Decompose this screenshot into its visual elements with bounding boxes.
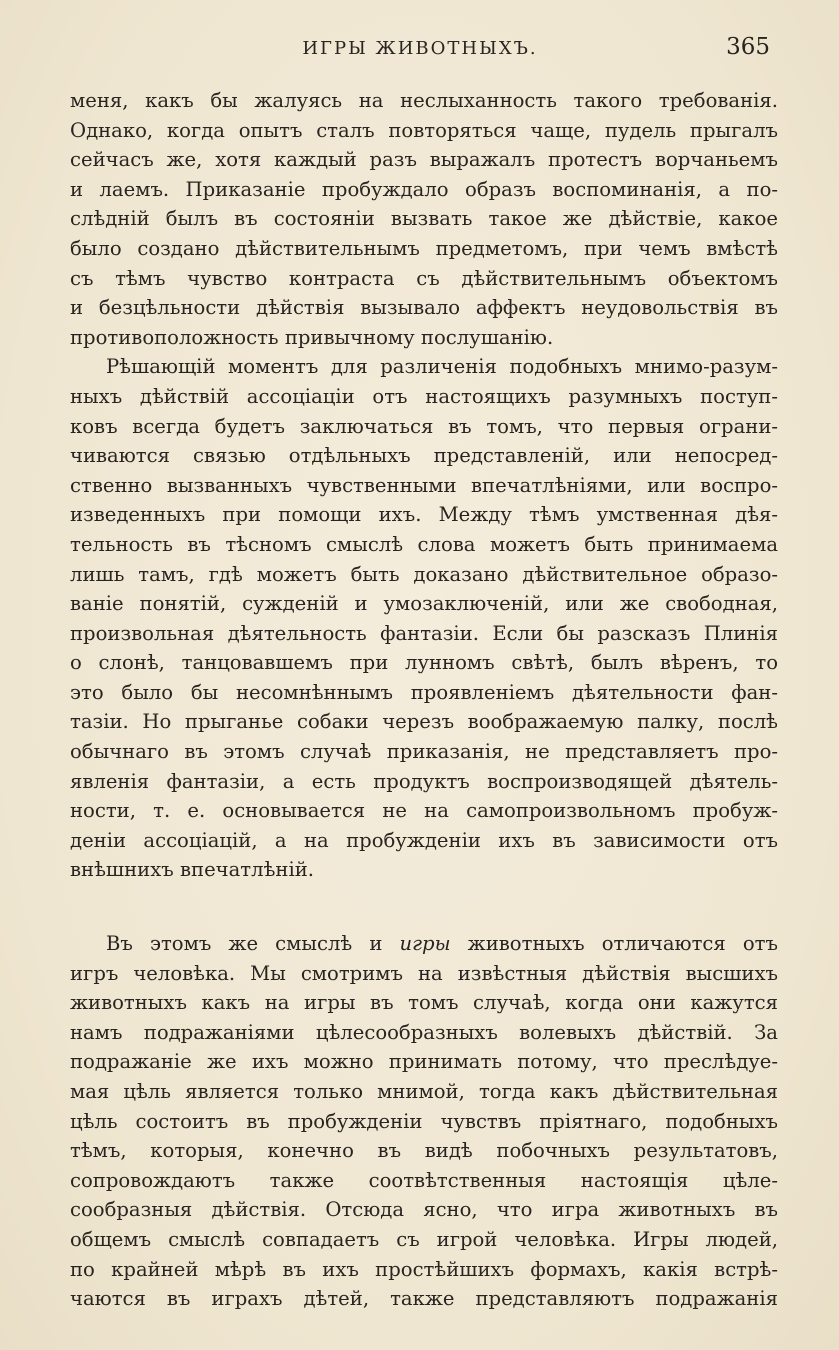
text-line: мая цѣль является только мнимой, тогда какъ дѣйствительная (70, 1080, 778, 1103)
text-line: было создано дѣйствительнымъ предметомъ, при чемъ вмѣстѣ (70, 236, 778, 260)
text-line: и лаемъ. Приказаніе пробуждало образъ воспоминанія, а по- (70, 177, 778, 201)
text-line: сейчасъ же, хотя каждый разъ выражалъ протестъ ворчаньемъ (70, 148, 778, 172)
text-line: цѣль состоитъ въ пробужденіи чувствъ пріятнаго, подобныхъ (70, 1109, 778, 1133)
text-line: меня, какъ бы жалуясь на неслыханность такого требованія. (70, 89, 778, 112)
text-line: ныхъ дѣйствій ассоціаціи отъ настоящихъ разумныхъ поступ- (70, 384, 778, 408)
text-line: противоположность привычному послушанію. (70, 325, 554, 349)
text-line: подражаніе же ихъ можно принимать потому, что преслѣдуе- (70, 1050, 778, 1074)
paragraph-3 (70, 929, 778, 1314)
text-line: обычнаго въ этомъ случаѣ приказанія, не представляетъ про- (70, 740, 778, 764)
text-line: лишь тамъ, гдѣ можетъ быть доказано дѣйствительное образо- (70, 562, 778, 586)
paragraph-2 (70, 352, 778, 885)
page-number: 365 (726, 34, 770, 60)
text-line: ваніе понятій, сужденій и умозаключеній, или же свободная, (70, 592, 778, 616)
text-run: Въ этомъ же смыслѣ и (106, 932, 400, 956)
running-title: ИГРЫ ЖИВОТНЫХЪ. (302, 38, 538, 59)
text-line: ственно вызванныхъ чувственными впечатлѣніями, или воспро- (70, 473, 778, 497)
italic-term: игры (399, 932, 451, 956)
section-gap (70, 885, 778, 929)
text-line: чиваются связью отдѣльныхъ представленій, или непосред- (70, 444, 778, 468)
text-line: слѣдній былъ въ состояніи вызвать такое же дѣйствіе, какое (70, 207, 778, 231)
text-line: по крайней мѣрѣ въ ихъ простѣйшихъ формахъ, какія встрѣ- (70, 1257, 778, 1281)
text-line: съ тѣмъ чувство контраста съ дѣйствительнымъ объектомъ (70, 266, 778, 290)
text-line: тазіи. Но прыганье собаки черезъ воображаемую палку, послѣ (70, 710, 778, 734)
text-line: о слонѣ, танцовавшемъ при лунномъ свѣтѣ, былъ вѣренъ, то (70, 651, 778, 675)
text-line: тельность въ тѣсномъ смыслѣ слова можетъ быть принимаема (70, 532, 778, 556)
text-line: чаются въ играхъ дѣтей, также представляютъ подражанія (70, 1287, 778, 1311)
text-line: Однако, когда опытъ сталъ повторяться чаще, пудель прыгалъ (70, 118, 778, 142)
text-line: произвольная дѣятельность фантазіи. Если бы разсказъ Плинія (70, 621, 778, 645)
text-run: животныхъ отличаются отъ (450, 932, 778, 956)
text-line: ковъ всегда будетъ заключаться въ томъ, что первыя ограни- (70, 414, 778, 438)
text-line: Рѣшающій моментъ для различенія подобныхъ мнимо-разум- (106, 355, 778, 379)
running-head (70, 36, 770, 66)
text-line: животныхъ какъ на игры въ томъ случаѣ, когда они кажутся (70, 991, 778, 1015)
text-line: общемъ смыслѣ совпадаетъ съ игрой человѣка. Игры людей, (70, 1227, 778, 1251)
paragraph-1 (70, 86, 778, 352)
text-line: тѣмъ, которыя, конечно въ видѣ побочныхъ результатовъ, (70, 1139, 778, 1163)
text-line: внѣшнихъ впечатлѣній. (70, 858, 315, 882)
text-line (70, 929, 778, 959)
text-line: сопровождаютъ также соотвѣтственныя настоящія цѣле- (70, 1168, 778, 1192)
text-line: это было бы несомнѣннымъ проявленіемъ дѣятельности фан- (70, 680, 778, 704)
text-line: деніи ассоціацій, а на пробужденіи ихъ въ зависимости отъ (70, 828, 778, 852)
text-line: изведенныхъ при помощи ихъ. Между тѣмъ умственная дѣя- (70, 503, 778, 527)
text-line: и безцѣльности дѣйствія вызывало аффектъ неудовольствія въ (70, 296, 778, 320)
body-text (70, 86, 778, 1314)
text-line: сообразныя дѣйствія. Отсюда ясно, что игра животныхъ въ (70, 1198, 778, 1222)
text-line: явленія фантазіи, а есть продуктъ воспроизводящей дѣятель- (70, 769, 778, 793)
text-line: ности, т. е. основывается не на самопроизвольномъ пробуж- (70, 799, 778, 823)
text-line: игръ человѣка. Мы смотримъ на извѣстныя дѣйствія высшихъ (70, 961, 778, 985)
text-line: намъ подражаніями цѣлесообразныхъ волевыхъ дѣйствій. За (70, 1020, 778, 1044)
